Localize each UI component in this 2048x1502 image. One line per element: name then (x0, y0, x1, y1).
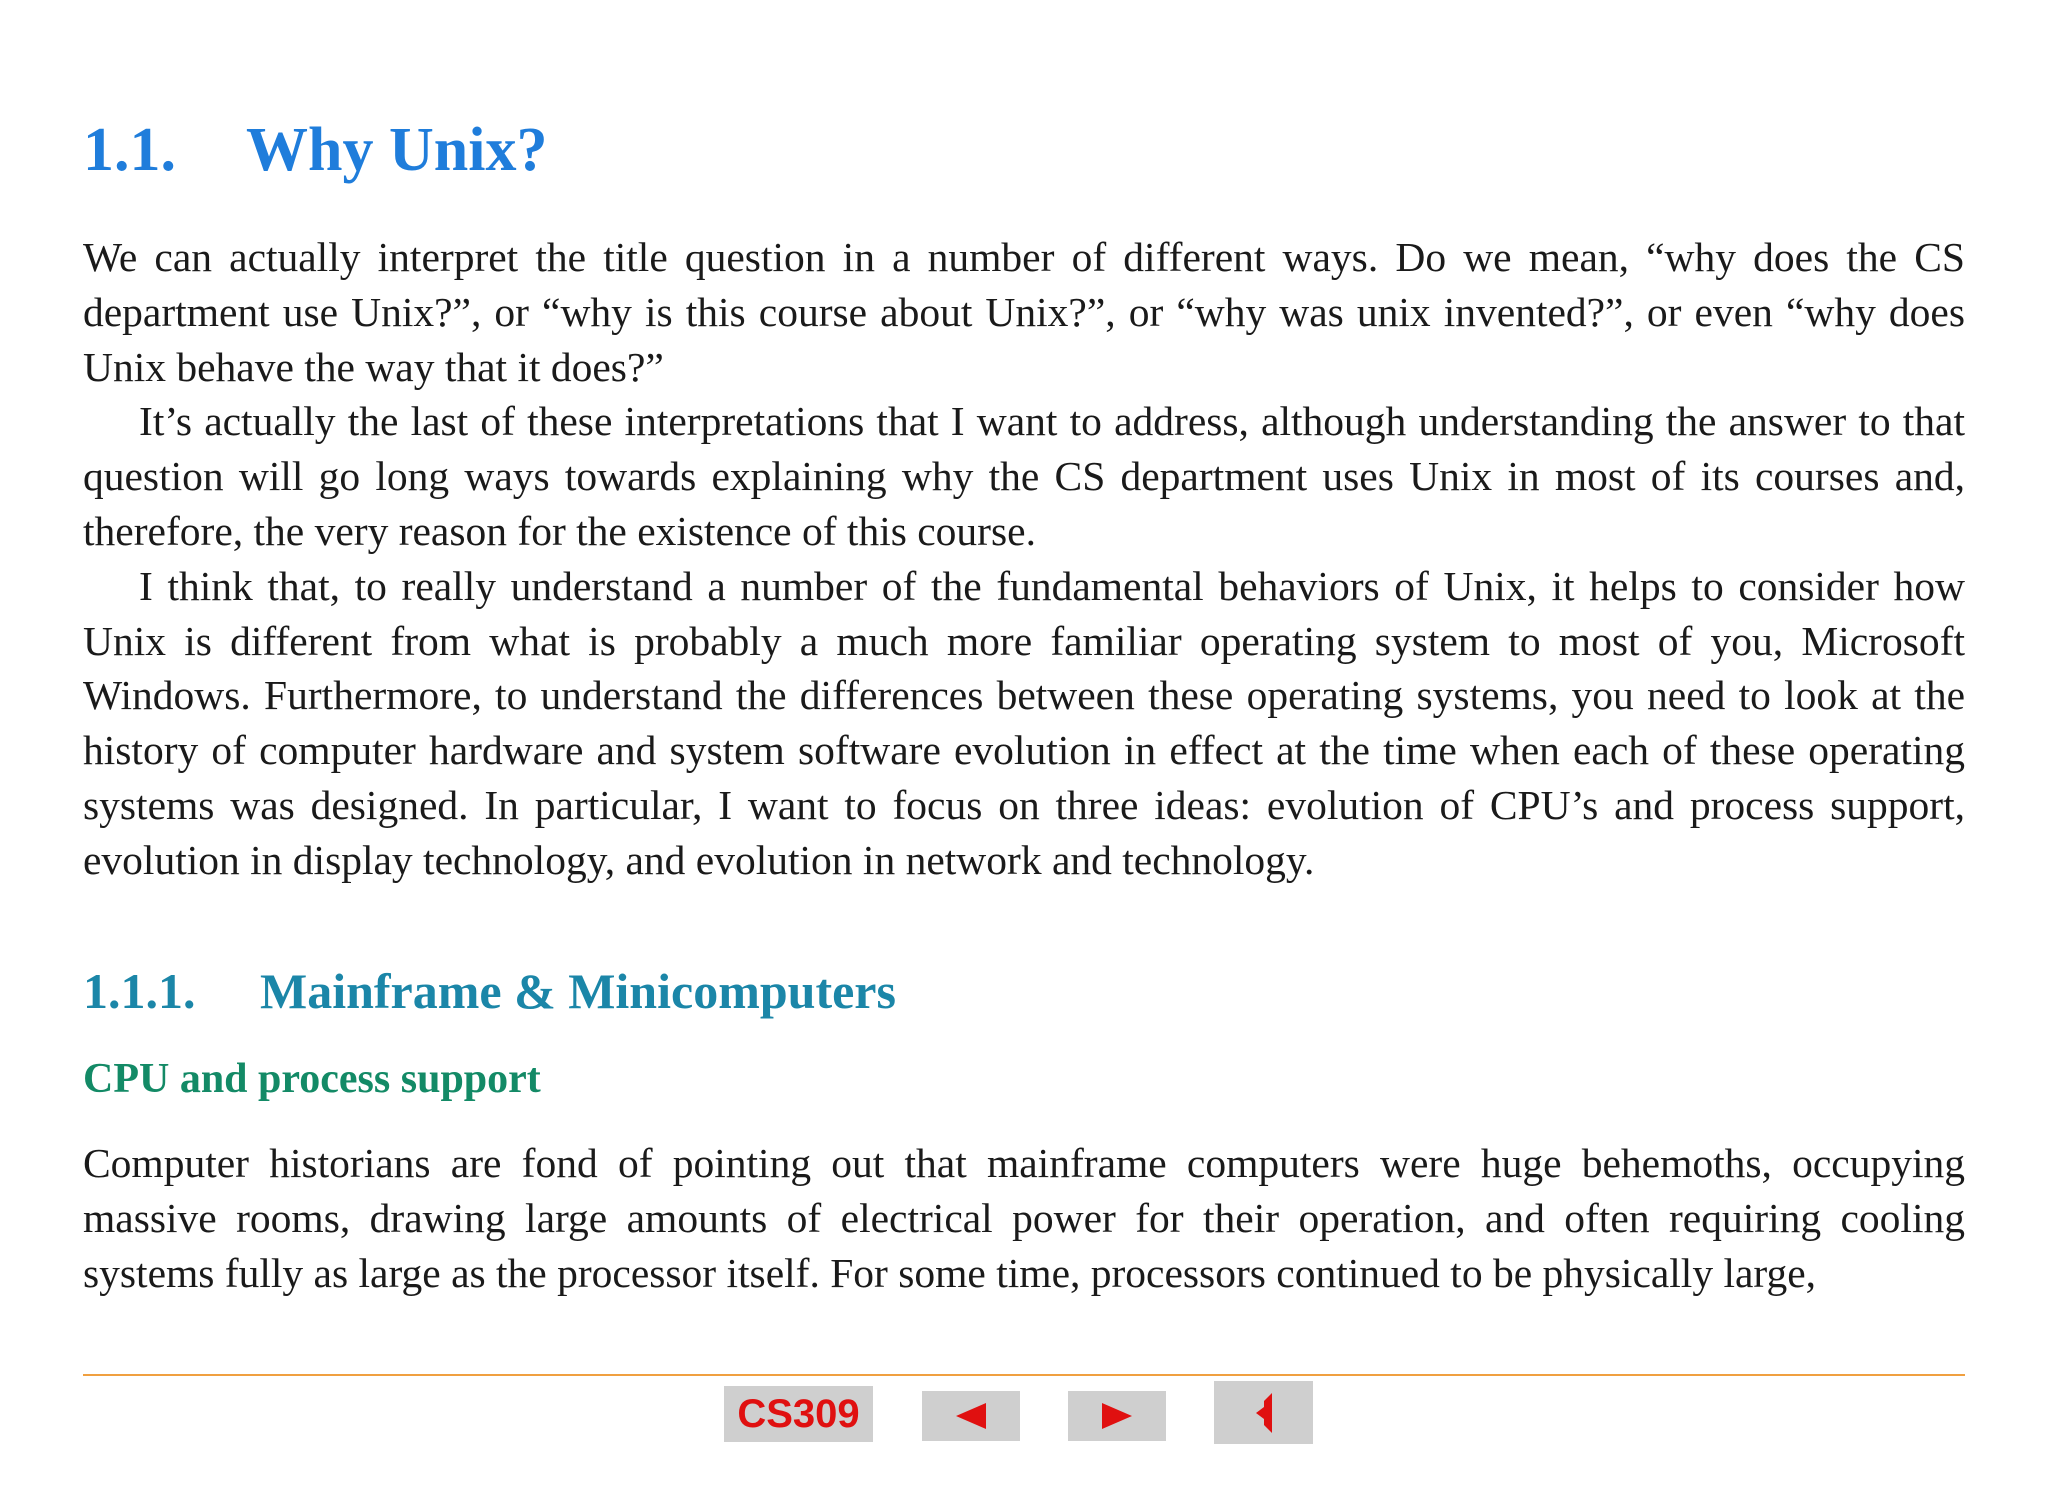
paragraph-4: Computer historians are fond of pointing out that mainframe computers were huge behemoths, occupying massive rooms, drawing large amounts of electrical power for their operation, and often requiring cooling systems fully as large as the processor itself. For some time, processors continued to be physically large, (83, 1140, 1965, 1296)
section-title: Why Unix? (246, 116, 548, 184)
previous-page-button[interactable] (922, 1391, 1020, 1441)
subsection-number: 1.1.1. (83, 963, 196, 1019)
paragraph-1: We can actually interpret the title question in a number of different ways. Do we mean, “why does the CS department use Unix?”, or “why is this course about Unix?”, or “why was unix invented?”, or even “why does Unix behave the way that it does?” (83, 234, 1965, 390)
next-page-button[interactable] (1068, 1391, 1166, 1441)
section-heading (83, 110, 547, 190)
subsection-heading (83, 958, 896, 1024)
course-home-button[interactable] (724, 1386, 873, 1442)
intro-text-block (83, 230, 1965, 888)
paragraph-3: I think that, to really understand a number of the fundamental behaviors of Unix, it helps to consider how Unix is different from what is probably a much more familiar operating system to most of you, Microsoft Windows. Furthermore, to understand the differences between these operating systems, you need to look at the history of computer hardware and system software evolution in effect at the time when each of these operating systems was designed. In particular, I want to focus on three ideas: evolution of CPU’s and process support, evolution in display technology, and evolution in network and technology. (83, 562, 1965, 883)
footer-divider (83, 1374, 1965, 1376)
course-label: CS309 (737, 1391, 860, 1436)
document-page (83, 0, 1965, 1502)
section-number: 1.1. (83, 116, 176, 184)
paragraph-heading: CPU and process support (83, 1056, 541, 1102)
paragraph-2: It’s actually the last of these interpretations that I want to address, although understanding the answer to that question will go long ways towards explaining why the CS department uses Unix in most of its courses and, therefore, the very reason for the existence of this course. (83, 398, 1965, 554)
subsection-title: Mainframe & Minicomputers (260, 963, 896, 1019)
go-back-button[interactable] (1214, 1381, 1313, 1444)
back-arrow-icon (1252, 1391, 1276, 1435)
mainframe-text-block (83, 1136, 1965, 1300)
right-triangle-icon (1100, 1401, 1134, 1431)
left-triangle-icon (954, 1401, 988, 1431)
